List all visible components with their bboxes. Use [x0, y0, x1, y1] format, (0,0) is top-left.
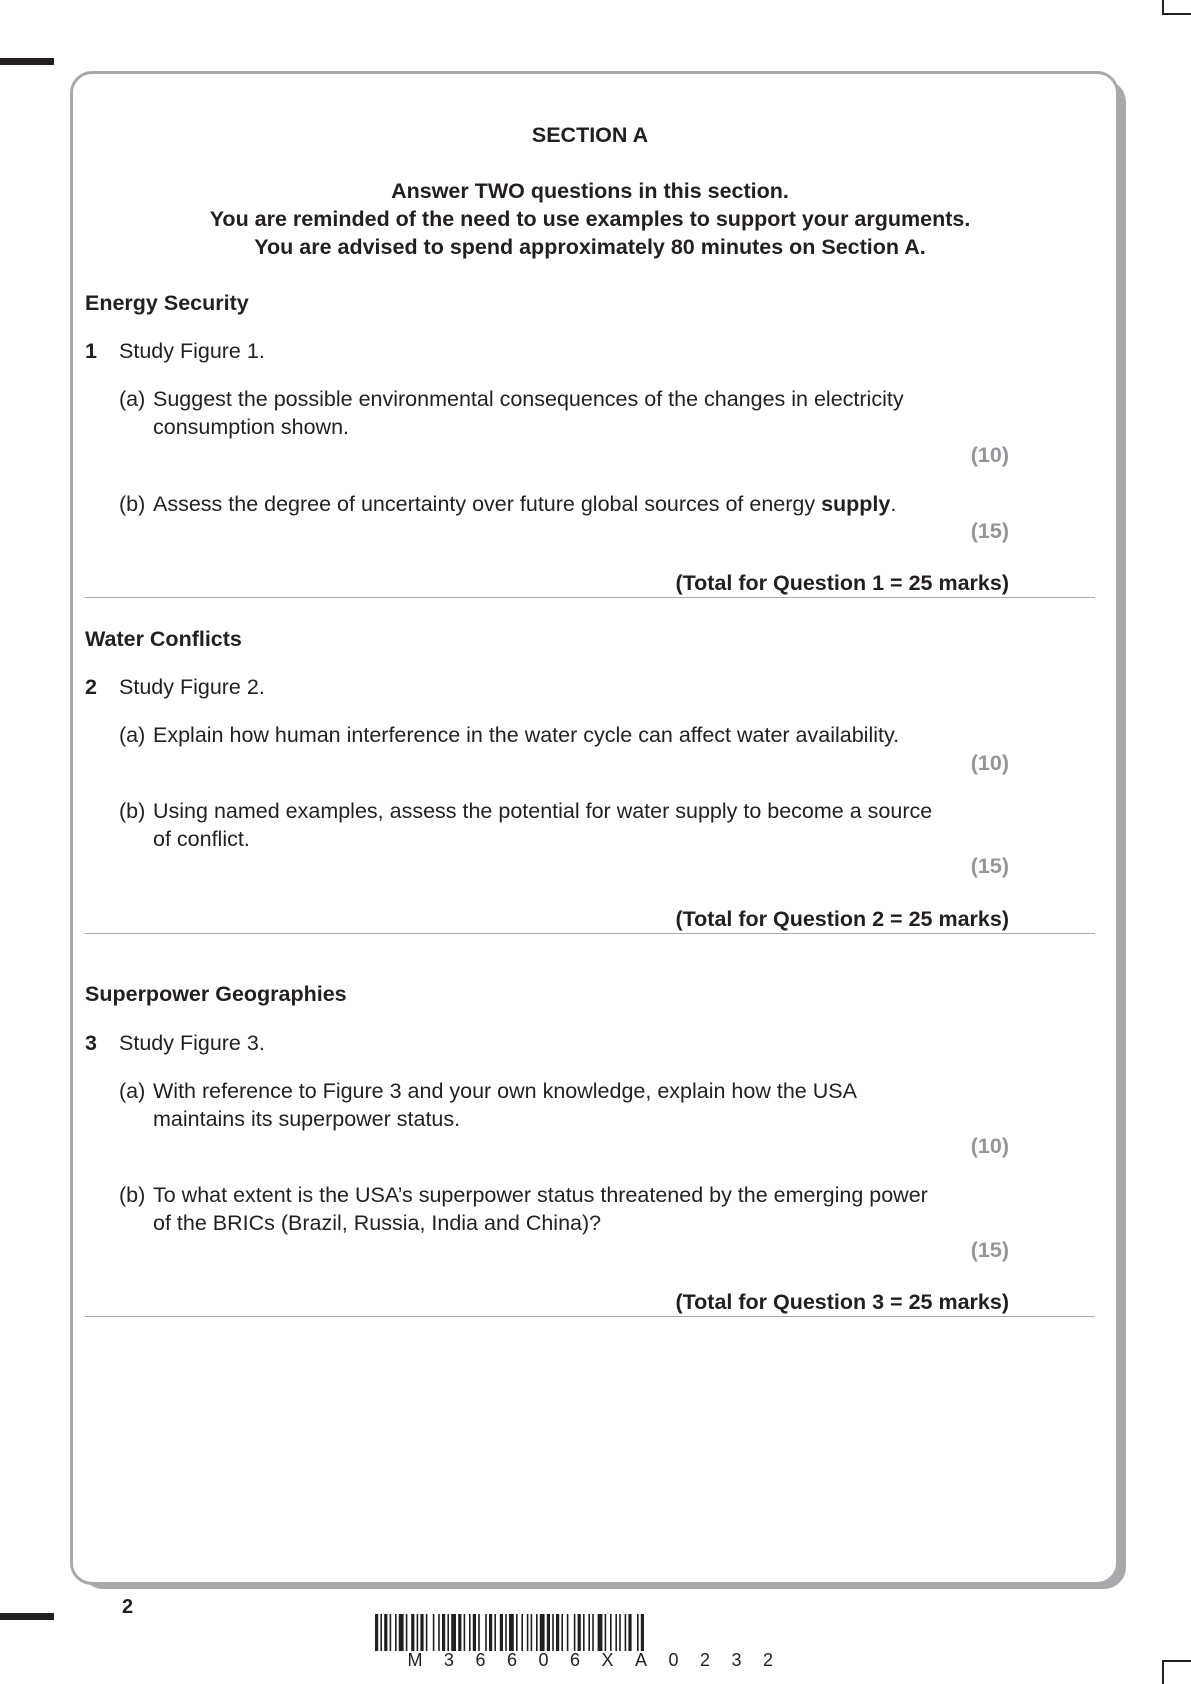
marks-label: (15) — [970, 854, 1009, 878]
divider — [85, 933, 1095, 934]
part-text-line: Explain how human interference in the water cycle can affect water availability. — [153, 723, 900, 747]
barcode-bar — [592, 1614, 594, 1651]
question-number: 1 — [85, 339, 97, 363]
barcode-bar — [516, 1614, 518, 1651]
barcode-bar — [637, 1614, 639, 1651]
question-number: 2 — [85, 675, 97, 699]
question-stem: Study Figure 1. — [119, 339, 265, 363]
question-total: (Total for Question 1 = 25 marks) — [675, 571, 1009, 595]
barcode-bar — [556, 1614, 559, 1651]
barcode-bar — [406, 1614, 408, 1651]
page-number: 2 — [122, 1596, 134, 1618]
barcode-bar — [574, 1614, 576, 1651]
barcode-bar — [489, 1614, 492, 1651]
barcode-bar — [578, 1614, 581, 1651]
barcode-bar — [521, 1614, 523, 1651]
topic-heading: Superpower Geographies — [85, 982, 347, 1006]
question-total: (Total for Question 2 = 25 marks) — [675, 907, 1009, 931]
part-text-after: . — [890, 492, 897, 516]
barcode-bar — [583, 1614, 585, 1651]
barcode-bar — [567, 1614, 569, 1651]
barcode-bar — [628, 1614, 631, 1651]
barcode-bar — [473, 1614, 476, 1651]
barcode-bar — [505, 1614, 507, 1651]
part-label: (a) — [119, 1079, 146, 1103]
part-label: (b) — [119, 492, 146, 516]
barcode-bar — [494, 1614, 496, 1651]
barcode-bar — [552, 1614, 554, 1651]
instruction-line: Answer TWO questions in this section. — [391, 179, 789, 203]
barcode-bar — [485, 1614, 487, 1651]
barcode-bar — [384, 1614, 387, 1651]
barcode-bar — [641, 1614, 644, 1651]
part-text-line: Suggest the possible environmental consequences of the changes in electricity — [153, 387, 904, 411]
barcode-bar — [536, 1614, 538, 1651]
barcode-bar — [615, 1614, 617, 1651]
barcode-bar — [527, 1614, 529, 1651]
instruction-line: You are reminded of the need to use examples to support your arguments. — [209, 207, 971, 231]
crop-mark-bottom — [1162, 1660, 1191, 1684]
part-text-before: Assess the degree of uncertainty over future global sources of energy — [153, 492, 822, 516]
part-label: (b) — [119, 1183, 146, 1207]
part-text-line — [153, 490, 983, 518]
instruction-line: You are advised to spend approximately 80 minutes on Section A. — [254, 235, 926, 259]
barcode-bar — [375, 1614, 378, 1651]
barcode-bar — [610, 1614, 612, 1651]
marks-label: (15) — [970, 519, 1009, 543]
part-label: (a) — [119, 387, 146, 411]
emphasis-word: supply — [821, 492, 891, 516]
divider — [85, 1316, 1095, 1317]
barcode-bar — [561, 1614, 563, 1651]
barcode-bar — [438, 1614, 440, 1651]
part-text-line: of the BRICs (Brazil, Russia, India and China)? — [153, 1211, 602, 1235]
edge-bar-top — [0, 58, 54, 65]
barcode-bar — [417, 1614, 419, 1651]
barcode-bar — [447, 1614, 449, 1651]
barcode-bar — [478, 1614, 480, 1651]
question-stem: Study Figure 2. — [119, 675, 265, 699]
barcode-bar — [420, 1614, 423, 1651]
question-stem: Study Figure 3. — [119, 1031, 265, 1055]
topic-heading: Energy Security — [85, 291, 249, 315]
barcode-bar — [426, 1614, 428, 1651]
barcode-bar — [390, 1614, 392, 1651]
barcode-bar — [469, 1614, 471, 1651]
marks-label: (15) — [970, 1238, 1009, 1262]
part-text-line: To what extent is the USA’s superpower status threatened by the emerging power — [153, 1183, 928, 1207]
barcode — [375, 1614, 827, 1651]
barcode-bar — [411, 1614, 414, 1651]
barcode-bar — [619, 1614, 621, 1651]
barcode-bar — [625, 1614, 627, 1651]
barcode-bar — [547, 1614, 550, 1651]
barcode-bar — [464, 1614, 466, 1651]
barcode-bar — [395, 1614, 397, 1651]
barcode-bar — [509, 1614, 514, 1651]
topic-heading: Water Conflicts — [85, 627, 242, 651]
marks-label: (10) — [970, 751, 1009, 775]
edge-bar-bottom — [0, 1613, 54, 1620]
marks-label: (10) — [970, 1134, 1009, 1158]
part-label: (a) — [119, 723, 146, 747]
barcode-bar — [458, 1614, 461, 1651]
barcode-bar — [540, 1614, 545, 1651]
part-text-line: Using named examples, assess the potential for water supply to become a source — [153, 799, 933, 823]
barcode-bar — [442, 1614, 445, 1651]
barcode-bar — [433, 1614, 435, 1651]
barcode-bar — [500, 1614, 503, 1651]
crop-mark-top — [1162, 0, 1191, 15]
marks-label: (10) — [970, 443, 1009, 467]
part-text-line: consumption shown. — [153, 415, 349, 439]
part-text-line: With reference to Figure 3 and your own knowledge, explain how the USA — [153, 1079, 857, 1103]
question-number: 3 — [85, 1031, 97, 1055]
barcode-text: M36606XA0232 — [407, 1650, 795, 1670]
section-title: SECTION A — [531, 123, 649, 147]
question-total: (Total for Question 3 = 25 marks) — [675, 1290, 1009, 1314]
barcode-bar — [588, 1614, 590, 1651]
divider — [85, 597, 1095, 598]
barcode-bar — [380, 1614, 382, 1651]
barcode-bar — [451, 1614, 456, 1651]
barcode-bar — [605, 1614, 607, 1651]
part-label: (b) — [119, 799, 146, 823]
barcode-bar — [531, 1614, 533, 1651]
barcode-bar — [598, 1614, 603, 1651]
part-text-line: maintains its superpower status. — [153, 1107, 461, 1131]
part-text-line: of conflict. — [153, 827, 250, 851]
barcode-bar — [399, 1614, 404, 1651]
